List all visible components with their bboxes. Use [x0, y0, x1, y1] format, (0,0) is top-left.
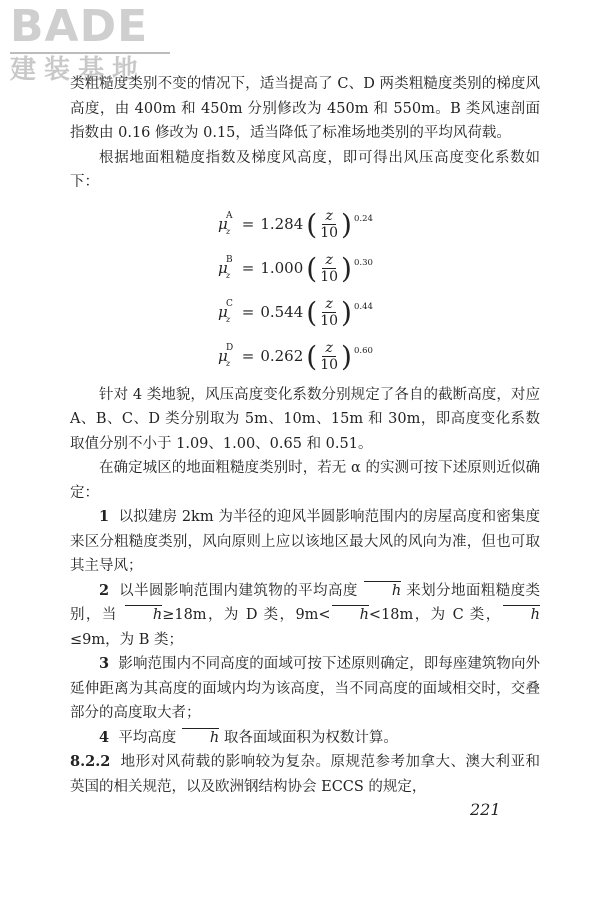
formula-symbol: μ B z: [218, 255, 233, 281]
paragraph: 根据地面粗糙度指数及梯度风高度，即可得出风压高度变化系数如下：: [70, 149, 540, 190]
formula-a: μ A z = 1.284 ( $\frac{z}{10}$ ) 0.24: [218, 207, 373, 241]
section-paragraph: 8.2.2 地形对风荷载的影响较为复杂。原规范参考加拿大、澳大利亚和英国的相关规范，以及欧洲钢结构协会 ECCS 的规定，: [70, 753, 541, 795]
formula-block: [218, 205, 540, 377]
list-item: 3 影响范围内不同高度的面域可按下述原则确定，即每座建筑物向外延伸距离为其高度的面域内均为该高度，当不同高度的面域相交时，交叠部分的高度取大者；: [70, 655, 541, 721]
page-body: [70, 72, 540, 799]
logo-divider: [10, 52, 170, 54]
formula-c: μ C z = 0.544 ( $\frac{z}{10}$ ) 0.44: [218, 295, 373, 329]
formula-symbol: μ C z: [218, 299, 233, 325]
section-number: 8.2.2: [70, 753, 111, 770]
paragraph: 类粗糙度类别不变的情况下，适当提高了 C、D 两类粗糙度类别的梯度风高度，由 400m 和 450m 分别修改为 450m 和 550m。B 类风速剖面指数由 0.16 修改为 0.15，适当降低了标准场地类别的平均风荷载。: [70, 76, 540, 141]
paragraph: 针对 4 类地貌，风压高度变化系数分别规定了各自的截断高度，对应 A、B、C、D 类分别取为 5m、10m、15m 和 30m，即高度变化系数取值分别不小于 1.09、1.00、0.65 和 0.51。: [70, 386, 540, 452]
page-number: 221: [470, 800, 501, 819]
list-item: 4 平均高度 h 取各面域面积为权数计算。: [70, 726, 540, 751]
logo-sub-text: 建装基地: [10, 55, 147, 85]
formula-symbol: μ D z: [218, 343, 234, 369]
formula-b: μ B z = 1.000 ( $\frac{z}{10}$ ) 0.30: [218, 251, 373, 285]
formula-d: μ D z = 0.262 ( $\frac{z}{10}$ ) 0.60: [218, 339, 373, 373]
logo-main-text: BADE: [10, 1, 149, 52]
list-item: 2 以半圆影响范围内建筑物的平均高度 h 来划分地面粗糙度类别，当 h≥18m，为 D 类，9m< h<18m，为 C 类， h≤9m，为 B 类；: [70, 579, 540, 653]
list-item: 1 以拟建房 2km 为半径的迎风半圆影响范围内的房屋高度和密集度来区分粗糙度类别，风向原则上应以该地区最大风的风向为准，但也可取其主导风；: [70, 508, 541, 574]
formula-symbol: μ A z: [218, 211, 233, 237]
paragraph: 在确定城区的地面粗糙度类别时，若无 α 的实测可按下述原则近似确定：: [70, 460, 540, 501]
